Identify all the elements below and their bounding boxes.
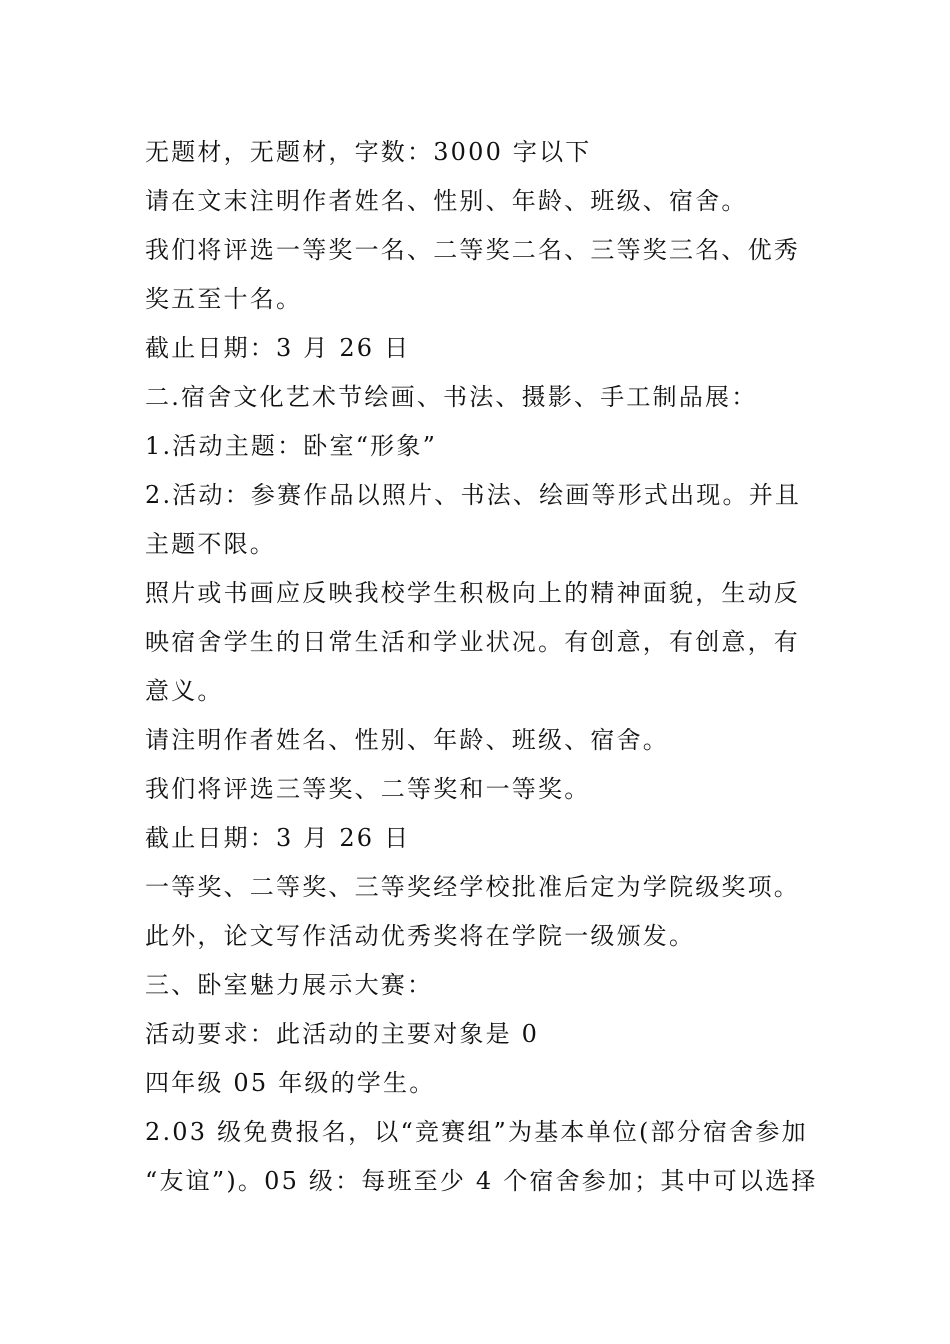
text-line: “友谊”)。05 级：每班至少 4 个宿舍参加；其中可以选择 — [145, 1167, 818, 1195]
text-line: 照片或书画应反映我校学生积极向上的精神面貌，生动反 — [145, 579, 800, 607]
text-line: 请注明作者姓名、性别、年龄、班级、宿舍。 — [145, 726, 669, 754]
text-line: 四年级 05 年级的学生。 — [145, 1069, 436, 1097]
document-body — [145, 128, 817, 1206]
text-line: 2.03 级免费报名，以“竞赛组”为基本单位(部分宿舍参加 — [145, 1118, 808, 1146]
text-line: 映宿舍学生的日常生活和学业状况。有创意，有创意，有 — [145, 628, 800, 656]
text-line: 请在文末注明作者姓名、性别、年龄、班级、宿舍。 — [145, 187, 748, 215]
text-line: 截止日期：3 月 26 日 — [145, 824, 411, 852]
text-line: 一等奖、二等奖、三等奖经学校批准后定为学院级奖项。 — [145, 873, 800, 901]
section-heading: 三、卧室魅力展示大赛： — [145, 971, 434, 999]
text-line: 意义。 — [145, 677, 224, 705]
text-line: 奖五至十名。 — [145, 285, 303, 313]
text-line: 主题不限。 — [145, 530, 276, 558]
text-line: 1.活动主题：卧室“形象” — [145, 432, 438, 460]
section-heading: 二.宿舍文化艺术节绘画、书法、摄影、手工制品展： — [145, 383, 758, 411]
text-line: 我们将评选一等奖一名、二等奖二名、三等奖三名、优秀 — [145, 236, 800, 264]
text-line: 无题材，无题材，字数：3000 字以下 — [145, 138, 592, 166]
text-line: 我们将评选三等奖、二等奖和一等奖。 — [145, 775, 591, 803]
text-line: 截止日期：3 月 26 日 — [145, 334, 411, 362]
text-line: 此外，论文写作活动优秀奖将在学院一级颁发。 — [145, 922, 696, 950]
text-line: 2.活动：参赛作品以照片、书法、绘画等形式出现。并且 — [145, 481, 802, 509]
text-line: 活动要求：此活动的主要对象是 0 — [145, 1020, 540, 1048]
